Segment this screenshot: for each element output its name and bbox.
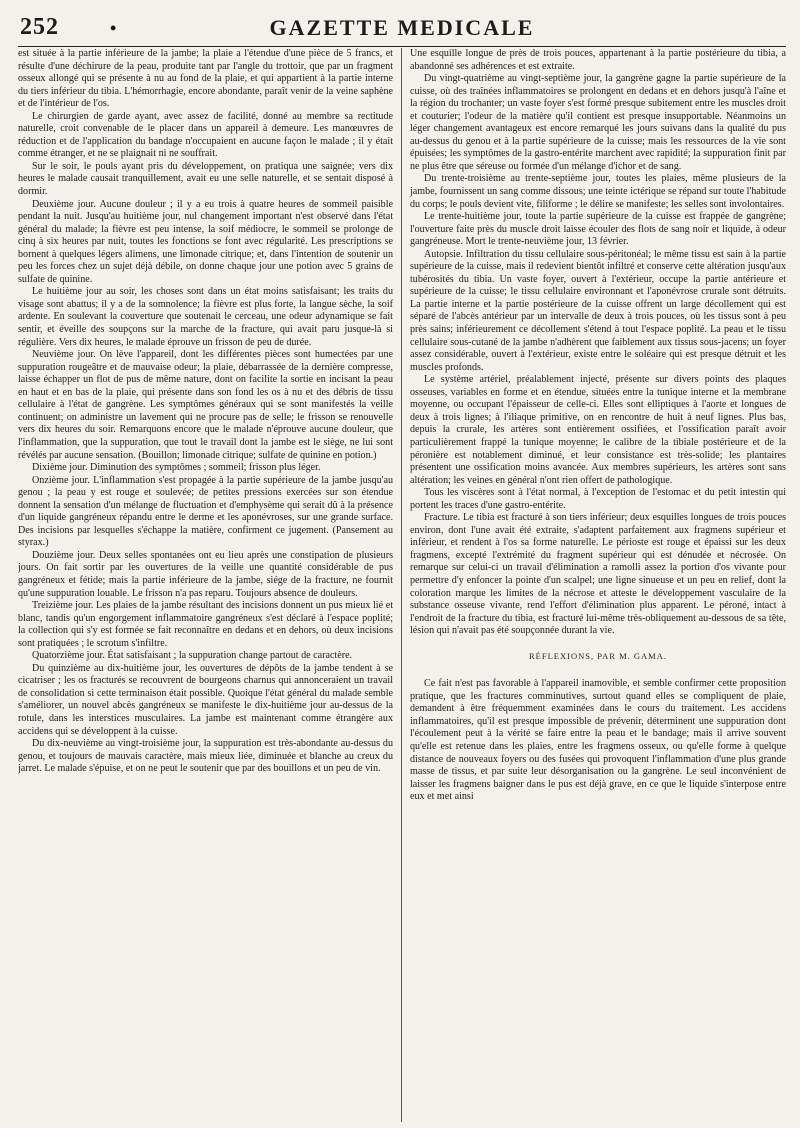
paragraph: Une esquille longue de près de trois pouces, appartenant à la partie postérieure du tibia, a abandonné ses adhérences et est extraite. [410,48,786,72]
reflexions-heading: RÉFLEXIONS, PAR M. GAMA. [529,650,667,661]
paragraph: Du trente-troisième au trente-septième jour, toutes les plaies, même plusieurs de la jambe, fournissent un sang comme dissous; une teinte ictérique se répand sur toute l'habitude du corps; le pouls devient vite, filiforme ; le délire se manifeste; les selles sont involontaires. [410,173,786,210]
paragraph: Le huitième jour au soir, les choses sont dans un état moins satisfaisant; les traits du visage sont abattus; il y a de la somnolence; la fièvre est plus forte, la langue sèche, la soif ardente. En soulevant la couverture que soutenait le cerceau, une odeur adynamique se fait sentir, et éveille des soupçons sur la marche de la fracture, qui avait paru jusque-là si régulière. Vers dix heures, le malade éprouve un frisson de peu de durée. [18,286,393,348]
paragraph: Le système artériel, préalablement injecté, présente sur divers points des plaques osseuses, variables en forme et en étendue, situées entre la tunique interne et la membrane moyenne, ou occupant l'épaisseur de celle-ci. Elles sont elliptiques à l'aorte et longues de deux à trois lignes; à l'iliaque primitive, on en rencontre de huit à neuf lignes. Plus bas, depuis la crurale, les artères sont entièrement ossifiées, et l'ossification paraît avoir particulièrement frappé la tunique moyenne; le calibre de la tibiale postérieure et de la péronière est notablement diminué, et leur consistance est très-solide; les plantaires présentent une ossification moins avancée. Aux membres supérieurs, les artères sont sans altération; les veines en général n'ont rien offert de pathologique. [410,374,786,486]
paragraph: Le chirurgien de garde ayant, avec assez de facilité, donné au membre sa rectitude naturelle, croit convenable de le placer dans un appareil à demeure. Les manœuvres de réduction et de l'application du bandage n'occupaient en aucune façon le malade ; il y était comme étranger, et ne se plaignait ni ne souffrait. [18,110,393,160]
page-header [18,12,786,47]
page-number: 252 [20,14,59,40]
paragraph: Du vingt-quatrième au vingt-septième jour, la gangrène gagne la partie supérieure de la cuisse, où des traînées inflammatoires se prolongent en dedans et en dehors jusqu'à l'aîne et la région du trochanter; un vaste foyer s'est formé presque subitement entre les muscles droit et couturier; l'odeur de la matière qu'il contient est presque insupportable. Néanmoins un léger changement avantageux est encore remarqué les jours suivans dans la qualité du pus au-dessus du genou et à la partie supérieure de la cuisse; mais les ressources de la vie sont épuisées; les symptômes de la gastro-entérite marchent avec rapidité; la suppuration finit par ne plus être que séreuse ou formée d'un mélange d'ichor et de sang. [410,73,786,172]
paragraph: Sur le soir, le pouls ayant pris du développement, on pratiqua une saignée; vers dix heures le malade causait tranquillement, avait eu une selle naturelle, et se sentait disposé à dormir. [18,160,393,198]
paragraph: Neuvième jour. On lève l'appareil, dont les différentes pièces sont humectées par une suppuration rougeâtre et de mauvaise odeur; la plaie, débarrassée de la dernière compresse, laisse échapper un flot de pus de même nature, dont on facilite la sortie en incisant la peau en haut et en bas de la plaie, qui présente dans son fond les os à nu et des débris de tissu cellulaire à l'état de gangrène. Les symptômes généraux qui se sont manifestés la veille continuent; on administre un lavement qui ne procure pas de selle; le frisson se renouvelle vers dix heures du soir. Remarquons encore que le malade n'éprouve aucune douleur, que l'inflammation, que la suppuration, que tout le travail dont la jambe est le siège, ne lui sont révélés par aucune sensation. (Bouillon; limonade citrique; sulfate de quinine en potion.) [18,349,393,461]
page-title: GAZETTE MEDICALE [269,15,535,40]
paragraph: Tous les viscères sont à l'état normal, à l'exception de l'estomac et du petit intestin qui portent les traces d'une gastro-entérite. [410,487,786,511]
paragraph: Du dix-neuvième au vingt-troisième jour, la suppuration est très-abondante au-dessus du genou, et toujours de mauvais caractère, mais mieux liée, diminuée et blanche au creux du jarret. Le malade s'épuise, et on ne peut le soutenir que par des bouillons et un peu de vin. [18,738,393,775]
right-column [402,48,786,1122]
header-dot: • [110,18,117,38]
reflexions-paragraph: Ce fait n'est pas favorable à l'appareil inamovible, et semble confirmer cette proposition pratique, que les fractures comminutives, surtout quand elles se compliquent de plaie, demandent à être fréquemment examinées dans le cours du traitement. Les accidens inflammatoires, qu'il est presque impossible de prévenir, déterminent une suppuration dont l'écoulement peut à la vérité se faire entre la peau et le bandage; mais il arrive souvent qu'elle est retenue dans les plaies, entre les fragmens osseux, ou qu'elle forme à quelque distance de nouveaux foyers ou des fusées qui provoquent l'inflammation d'une plus grande masse de tissus, et par suite leur désorganisation ou la gangrène. Le seul inconvénient de laisser les fragmens baigner dans le pus est déjà grave, en ce que le liquide s'interpose entre eux et met ainsi [410,678,786,803]
paragraph: Autopsie. Infiltration du tissu cellulaire sous-péritonéal; le même tissu est sain à la partie supérieure de la cuisse, mais il redevient bientôt infiltré et conserve cette altération jusqu'aux tubérosités du tibia. Un vaste foyer, ouvert à l'extérieur, occupe la partie antérieure et supérieure de la cuisse; le tissu cellulaire environnant et l'aponévrose crurale sont détruits. La partie interne et la partie postérieure de la cuisse offrent un large décollement qui est séparé de l'abcès antérieur par un intervalle de deux à trois pouces, où les tissus sont à peu près sains; inférieurement ce décollement s'étend à tout l'espace poplité. La peau et le tissu cellulaire sous-cutané de la jambe n'adhèrent que faiblement aux tissus sous-jacens; un foyer assez considérable, ouvert à l'extérieur, existe entre le soléaire qui est presque détruit et les muscles profonds. [410,248,786,373]
paragraph: Le trente-huitième jour, toute la partie supérieure de la cuisse est frappée de gangrène; l'ouverture faite près du muscle droit laisse écouler des flots de sang noir et liquide, à odeur gangréneuse. Mort le trente-neuvième jour, 13 février. [410,211,786,248]
text-columns [18,48,786,1122]
paragraph: Dixième jour. Diminution des symptômes ; sommeil; frisson plus léger. [32,462,321,474]
right-column-paragraphs [410,48,786,638]
paragraph: Onzième jour. L'inflammation s'est propagée à la partie supérieure de la jambe jusqu'au genou ; la peau y est rouge et soulevée; de petites pressions exercées sur son étendue donnent la sensation d'un mélange de fluctuation et d'emphysème qui serait dû à la présence d'un liquide gangréneux répandu entre le derme et les aponévroses, sur une grande surface. Des incisions par lesquelles s'échappe la matière, confirment ce jugement. (Pansement au styrax.) [18,474,393,549]
paragraph: est située à la partie inférieure de la jambe; la plaie a l'étendue d'une pièce de 5 francs, et résulte d'une déchirure de la peau, produite tant par l'angle du trottoir, que par un fragment osseux allongé qui se présente à nu au fond de la plaie, et qui appartient à la partie interne du tiers inférieur du tibia. L'hémorrhagie, encore abondante, paraît venir de la veine saphène et de l'intérieur de l'os. [18,48,393,110]
paragraph: Treizième jour. Les plaies de la jambe résultant des incisions donnent un pus mieux lié et blanc, tandis qu'un engorgement inflammatoire gangréneux s'est déclaré à l'espace poplité; la collection qui s'y est formée se fait reconnaître en dedans et en dehors, où deux incisions sont pratiquées ; le scrotum s'infiltre. [18,600,393,649]
paragraph: Fracture. Le tibia est fracturé à son tiers inférieur; deux esquilles longues de trois pouces environ, dont l'une avait été extraite, s'adaptent parfaitement aux fragmens supérieur et inférieur, et rendent à l'os sa forme naturelle. Le périoste est rouge et épaissi sur les deux fragmens, excepté l'extrémité du fragment supérieur qui est dénudée et nécrosée. On remarque sur celui-ci un travail d'élimination a ramolli assez la portion d'os vivante pour permettre d'y enfoncer la pointe d'un scalpel; une ligne sinueuse et un peu en relief, dont la coloration marque les limites de la nécrose et atteste le développement vasculaire de la substance osseuse vivante, rend l'effort d'élimination plus apparent. Le péroné, intact à l'endroit de la fracture du tibia, est fracturé lui-même très-obliquement au-dessous de sa tête, lésion qui n'avait pas été soupçonnée durant la vie. [410,512,786,637]
paragraph: Douzième jour. Deux selles spontanées ont eu lieu après une constipation de plusieurs jours. On fait sortir par les ouvertures de la veille une quantité considérable de pus gangréneux et fétide; mais la partie inférieure de la jambe, siége de la fracture, ne fournit qu'une suppuration louable. Le frisson n'a pas reparu. Toujours absence de douleurs. [18,549,393,599]
left-column [18,48,402,1122]
paragraph: Du quinzième au dix-huitième jour, les ouvertures de dépôts de la jambe tendent à se cicatriser ; les os fracturés se recouvrent de bourgeons charnus qui annonceraient un travail de consolidation si cette terminaison était possible. Quoique l'état général du malade semble s'améliorer, un nouvel abcès gangréneux se manifeste le dix-huitième jour au-dessus de la rotule, dans les interstices musculaires. La jambe est maintenant comme étrangère aux accidens qui se développent à la cuisse. [18,662,393,737]
paragraph: Quatorzième jour. État satisfaisant ; la suppuration change partout de caractère. [32,650,353,662]
paragraph: Deuxième jour. Aucune douleur ; il y a eu trois à quatre heures de sommeil paisible pendant la nuit. Jusqu'au huitième jour, nul changement important n'est observé dans l'état général du malade; la fièvre est peu intense, la soif médiocre, le sommeil se prolonge de cinq à six heures par nuit, toutes les fonctions se font avec régularité. Les prescriptions se bornent à quelques légers alimens, une limonade citrique; et, dans l'intention de soutenir un peu les forces chez un sujet déjà débile, on donne chaque jour une potion avec 5 grains de sulfate de quinine. [18,198,393,285]
